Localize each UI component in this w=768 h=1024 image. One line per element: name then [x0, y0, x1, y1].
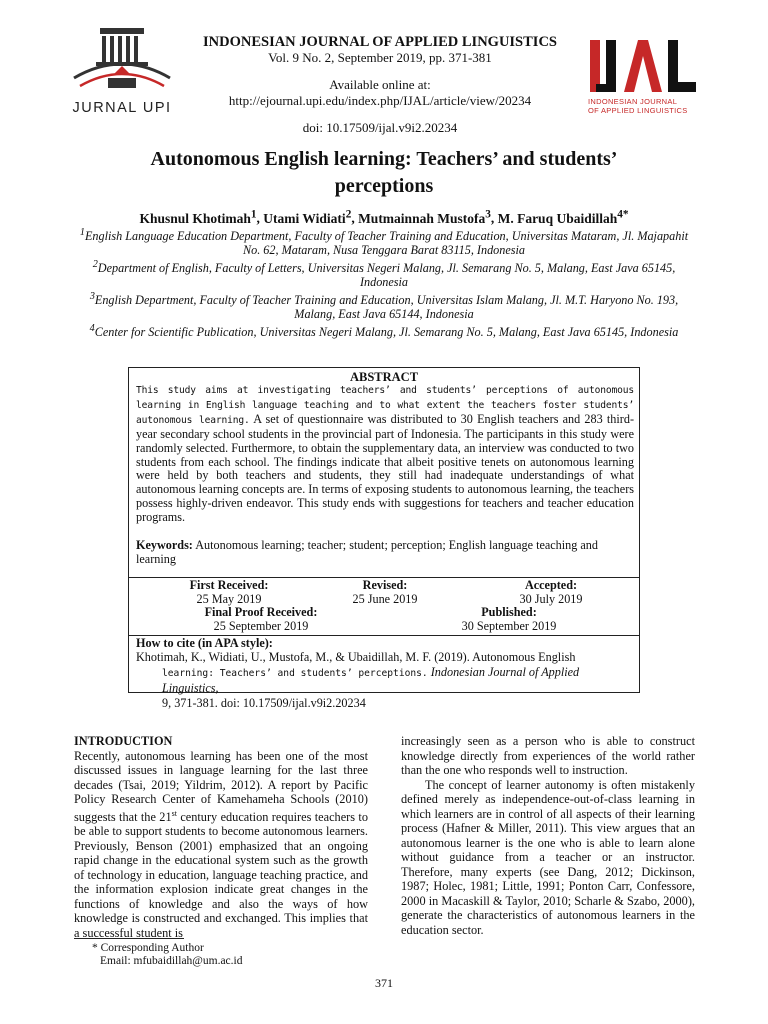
affiliation-text: Department of English, Faculty of Letters, Universitas Negeri Malang, Jl. Semarang No. 5, Malang, East Java 65145, Indonesia: [97, 260, 676, 290]
author-3: [358, 208, 491, 226]
body-column-left: [74, 734, 368, 940]
author-sup: 2: [345, 208, 352, 220]
published: [429, 606, 589, 633]
affiliation: [70, 258, 698, 290]
logo-caption: JURNAL UPI: [72, 100, 172, 116]
title-line2: perceptions: [334, 175, 434, 197]
journal-header: [180, 34, 580, 136]
affiliation-sup: 3: [89, 290, 95, 302]
ijal-caption: [588, 98, 704, 115]
affiliations: [70, 226, 698, 339]
date-value: 25 June 2019: [352, 591, 418, 606]
date-value: 30 September 2019: [461, 618, 557, 633]
footnote-label: * Corresponding Author: [92, 942, 204, 954]
footnote-email[interactable]: Email: mfubaidillah@um.ac.id: [100, 955, 243, 967]
keywords: [136, 538, 634, 566]
title-line1: Autonomous English learning: Teachers’ and students’: [150, 148, 618, 170]
author-4: [497, 208, 629, 226]
affiliation: [70, 226, 698, 258]
author-1: [139, 208, 257, 226]
ordinal-sup: st: [171, 808, 177, 818]
citation: [136, 636, 634, 710]
article-url[interactable]: http://ejournal.upi.edu/index.php/IJAL/article/view/20234: [228, 93, 532, 108]
paragraph: [74, 749, 368, 941]
author-name: Mutmainnah Mustofa: [358, 210, 486, 226]
date-value: 25 September 2019: [213, 618, 309, 633]
keywords-label: Keywords:: [136, 538, 193, 552]
abstract-body: A set of questionnaire was distributed to 30 English teachers and 283 third-year secondary school students in the provincial part of Indonesia. The participants in this study were randomly selected. Furthermore, to obtain the supplementary data, an interview was conducted to two students from each school. The findings indicate that albeit positive tenets on autonomous learning were held by both teachers and students, they still had inadequate understandings of what autonomous learning concepts are. In terms of exposing students to autonomous learning, the teachers possess highly-driven endeavor. This study ends with suggestions for teachers and teacher education programs.: [136, 411, 634, 525]
abstract-heading: ABSTRACT: [349, 370, 419, 384]
article-title: [80, 146, 688, 200]
author-sup: 4*: [617, 208, 629, 220]
author-list: Khusnul Khotimah$^1$, Utami Widiati$^2$, Mutmainnah Mustofa$^3$, M. Faruq Ubaidillah$^{4*}$: [139, 208, 629, 226]
affiliation: [70, 290, 698, 322]
author-sup: 3: [485, 208, 491, 220]
date-label: First Received:: [189, 578, 269, 592]
footnote: [92, 942, 243, 968]
author-2: [263, 208, 352, 226]
citation-journal: Indonesian Journal of Applied Linguistics,: [162, 664, 580, 696]
volume-info: Vol. 9 No. 2, September 2019, pp. 371-381: [268, 50, 492, 65]
abstract-text: [136, 383, 634, 525]
ijal-caption-line2: OF APPLIED LINGUISTICS: [588, 105, 688, 115]
citation-authors: Khotimah, K., Widiati, U., Mustofa, M., & Ubaidillah, M. F. (2019). Autonomous English: [136, 650, 576, 665]
affiliation: [70, 322, 698, 339]
date-label: Revised:: [362, 578, 408, 592]
paragraph: increasingly seen as a person who is able to construct knowledge directly from experiences of the world rather than the one who responds well to instruction.: [401, 734, 695, 777]
jurnal-upi-logo: [64, 22, 180, 126]
date-value: 30 July 2019: [519, 591, 583, 606]
page-number: 371: [375, 976, 393, 990]
author-name: Utami Widiati: [263, 210, 346, 226]
citation-line2: [136, 665, 634, 696]
available-label: Available online at:: [329, 77, 431, 92]
section-heading: INTRODUCTION: [74, 734, 173, 748]
ijal-mark-icon: [584, 34, 704, 98]
accepted: [471, 579, 631, 606]
affiliation-sup: 4: [89, 322, 95, 334]
ijal-logo: [584, 34, 704, 126]
revised: [305, 579, 465, 606]
citation-label: How to cite (in APA style):: [136, 636, 273, 650]
final-proof-received: [181, 606, 341, 633]
abstract-aim: This study aims at investigating teachers’ and students’ perceptions of autonomous learning in English language teaching and to what extent the teachers foster students’ autonomous learning.: [136, 385, 634, 426]
author-name: M. Faruq Ubaidillah: [497, 210, 618, 226]
author-sup: 1: [250, 208, 257, 220]
paragraph-text: century education requires teachers to be able to support students to become autonomous learners. Previously, Benson (2001) emphasized that an ongoing rapid change in the educational system such as the growth of technology in education, language teaching practice, and the information explosion indicate great changes in the functions of knowledge and also the ways of how knowledge is constructed and exchanged. This implies that a successful student is: [74, 809, 368, 940]
date-label: Accepted:: [524, 578, 578, 592]
affiliation-sup: 1: [79, 227, 85, 238]
affiliation-text: English Department, Faculty of Teacher Training and Education, Universitas Islam Malang, Jl. M.T. Haryono No. 193, Malang, East Java 65144, Indonesia: [94, 292, 679, 322]
abstract-box: [128, 367, 640, 710]
keywords-text: Autonomous learning; teacher; student; perception; English language teaching and learning: [136, 538, 598, 566]
article-doi[interactable]: doi: 10.17509/ijal.v9i2.20234: [302, 120, 458, 135]
affiliation-text: Center for Scientific Publication, Universitas Negeri Malang, Jl. Semarang No. 5, Malang, East Java 65145, Indonesia: [94, 324, 679, 339]
date-label: Final Proof Received:: [204, 605, 318, 619]
ijal-caption-line1: INDONESIAN JOURNAL: [588, 97, 678, 106]
citation-title: learning: Teachers’ and students’ perceptions.: [162, 667, 428, 679]
footnote-rule: [74, 938, 184, 939]
date-value: 25 May 2019: [196, 591, 262, 606]
date-label: Published:: [481, 605, 537, 619]
author-name: Khusnul Khotimah: [139, 210, 251, 226]
paragraph: The concept of learner autonomy is often mistakenly defined merely as independence-out-of-class learning in which learners are in control of all aspects of their learning process (Hafner & Miller, 2011). This view argues that an autonomous learner is the one who is able to learn alone without guidance from a teacher or an instructor. Therefore, many experts (see Dang, 2012; Dickinson, 1987; Holec, 1981; Little, 1991; Ponton Carr, Confessore, 2000 in Macaskill & Taylor, 2010; Scharle & Szabo, 2000), generate the characteristics of autonomous learners in the education sector.: [401, 777, 695, 937]
citation-tail: 9, 371-381. doi: 10.17509/ijal.v9i2.20234: [162, 695, 366, 710]
journal-name: INDONESIAN JOURNAL OF APPLIED LINGUISTICS: [203, 34, 557, 50]
affiliation-text: English Language Education Department, Faculty of Teacher Training and Education, Universitas Mataram, Jl. Majapahit No. 62, Mataram, Nusa Tenggara Barat 83115, Indonesia: [84, 229, 689, 258]
paragraph-text: Recently, autonomous learning has been one of the most discussed issues in language learning for the last three decades (Tsai, 2019; Yildrim, 2012). A report by Pacific Policy Research Center of Kamehameha Schools (2010) suggests that the 21: [74, 748, 368, 824]
first-received: [149, 579, 309, 606]
upi-building-icon: [64, 22, 180, 100]
affiliation-sup: 2: [92, 258, 98, 270]
body-column-right: [401, 734, 695, 937]
